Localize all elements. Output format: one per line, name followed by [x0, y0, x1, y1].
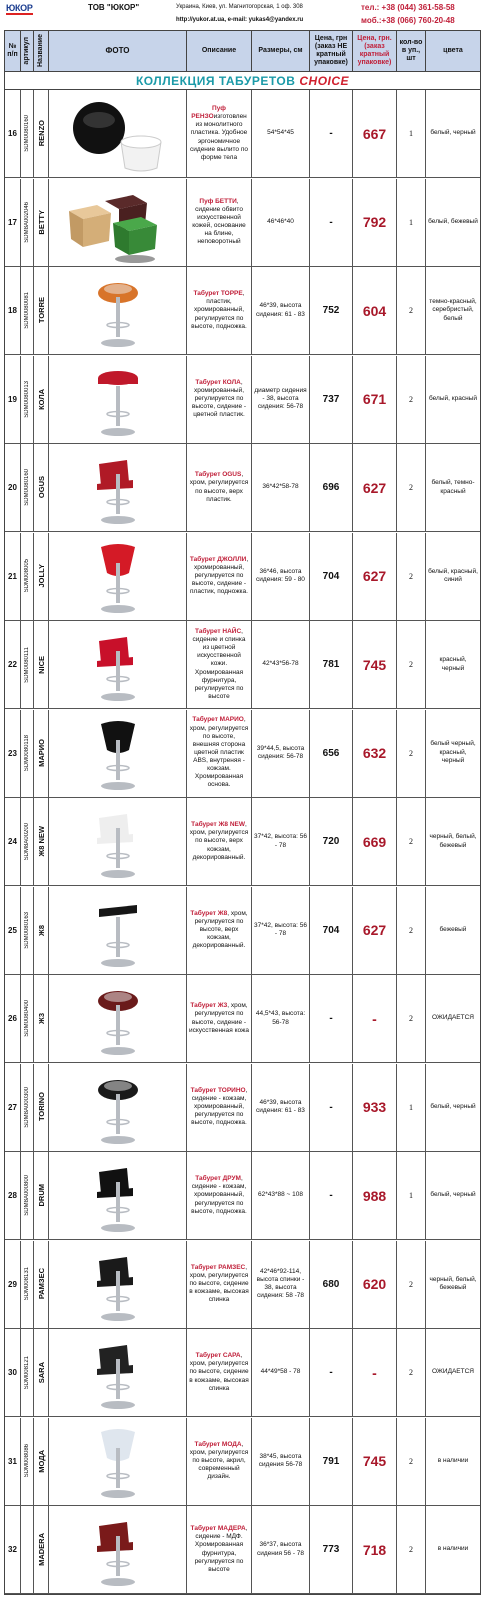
row-photo — [49, 1241, 187, 1328]
row-name: Ж8 — [36, 924, 46, 936]
col-size: Размеры, см — [252, 31, 310, 71]
row-title: Табурет OGUS — [194, 471, 242, 479]
row-colors: ОЖИДАЕТСЯ — [431, 1014, 475, 1022]
row-colors: белый, черный — [430, 1191, 476, 1199]
table-row — [5, 356, 480, 444]
row-description: Пуф РЕНЗОизготовлен из монолитного пластика. Удобное эргономичное сидение вылито по форме тела — [187, 90, 252, 177]
row-price-retail: - — [310, 1152, 353, 1239]
row-price-wholesale: 620 — [353, 1241, 397, 1328]
row-price-retail: 773 — [310, 1506, 353, 1593]
kola-stool-icon — [49, 356, 187, 443]
mario-stool-icon — [49, 710, 187, 797]
row-pack-qty: 2 — [397, 1506, 426, 1593]
company-address: Украина, Киев, ул. Магнитогорская, 1 оф. 308 — [176, 4, 303, 10]
company-phone: тел.: +38 (044) 361-58-58 — [361, 3, 455, 12]
row-pack-qty: 2 — [397, 887, 426, 974]
row-name-cell — [34, 1152, 49, 1239]
row-description: Табурет ДЖОЛЛИ, хромированный, регулируется по высоте, сидение - пластик, подножка. — [187, 533, 252, 620]
col-num: № п/п — [5, 31, 21, 71]
row-price-retail: 704 — [310, 533, 353, 620]
table-row — [5, 1418, 480, 1506]
row-article-cell — [21, 1506, 34, 1593]
row-pack-qty: 2 — [397, 356, 426, 443]
row-colors: в наличии — [437, 1545, 469, 1553]
page-header — [0, 0, 485, 30]
row-article: SDM0080111 — [24, 646, 30, 683]
row-name: TORINO — [36, 1092, 46, 1122]
moda-stool-icon — [49, 1418, 187, 1505]
row-price-retail: 656 — [310, 710, 353, 797]
row-colors: белый, красный, синий — [428, 567, 478, 583]
row-description: Табурет МАДЕРА, сидение - МДФ. Хромированная фурнитура, регулируется по высоте — [187, 1506, 252, 1593]
row-price-retail: - — [310, 90, 353, 177]
row-number: 22 — [5, 621, 21, 708]
row-name-cell — [34, 1506, 49, 1593]
table-row — [5, 798, 480, 886]
row-description: Табурет КОЛА, хромированный, регулируется по высоте, сидение - цветной пластик. — [187, 356, 252, 443]
product-table — [4, 89, 481, 1595]
row-price-wholesale: 718 — [353, 1506, 397, 1593]
row-article: SDM8A002046 — [24, 201, 30, 243]
row-name-cell — [34, 1241, 49, 1328]
row-price-wholesale: 933 — [353, 1064, 397, 1151]
col-desc: Описание — [187, 31, 252, 71]
row-number: 27 — [5, 1064, 21, 1151]
torre-stool-icon — [49, 267, 187, 354]
zh8-new-stool-icon — [49, 798, 187, 885]
row-article-cell — [21, 267, 34, 354]
row-pack-qty: 2 — [397, 1241, 426, 1328]
row-price-retail: 696 — [310, 444, 353, 531]
row-name-cell — [34, 90, 49, 177]
row-size: 44,5*43, высота: 56-78 — [252, 975, 310, 1062]
row-description: Табурет Ж8, хром, регулируется по высоте, верх кожзам, декорированный. — [187, 887, 252, 974]
row-name-cell — [34, 798, 49, 885]
row-photo — [49, 90, 187, 177]
row-title: Табурет ТОРИНО — [190, 1086, 246, 1094]
renzo-pouf-icon — [49, 90, 187, 177]
table-row — [5, 1241, 480, 1329]
col-colors: цвета — [443, 46, 463, 54]
row-title: Табурет ДЖОЛЛИ — [189, 555, 247, 563]
row-pack-qty: 2 — [397, 710, 426, 797]
row-size: 42*46*92-114, высота спинки - 38, высота сидения: 58 -78 — [252, 1241, 310, 1328]
row-size: 39*44,5, высота сидения: 56-78 — [252, 710, 310, 797]
row-price-wholesale: 632 — [353, 710, 397, 797]
madera-stool-icon — [49, 1506, 187, 1593]
row-name: NICE — [36, 655, 46, 674]
row-article-cell — [21, 1329, 34, 1416]
row-photo — [49, 887, 187, 974]
row-pack-qty: 2 — [397, 975, 426, 1062]
row-description: Пуф БЕТТИ, сидение обвито искусственной кожей, основание на блине, неповоротный — [187, 179, 252, 266]
row-number: 17 — [5, 179, 21, 266]
row-number: 29 — [5, 1241, 21, 1328]
row-price-wholesale: 988 — [353, 1152, 397, 1239]
row-number: 32 — [5, 1506, 21, 1593]
row-pack-qty: 2 — [397, 267, 426, 354]
col-article: артикул — [21, 31, 34, 71]
row-article-cell — [21, 1241, 34, 1328]
row-size: 42*43*56-78 — [252, 621, 310, 708]
row-article: SDM008005 — [24, 559, 30, 593]
row-price-wholesale: 745 — [353, 621, 397, 708]
row-name-cell — [34, 887, 49, 974]
col-price2: Цена, грн. (заказ кратный упаковке) — [353, 31, 397, 71]
table-row — [5, 1152, 480, 1240]
row-photo — [49, 267, 187, 354]
row-colors: белый, темно-красный — [431, 479, 475, 495]
row-name-cell — [34, 356, 49, 443]
row-price-retail: 791 — [310, 1418, 353, 1505]
row-article: SDM0080118 — [24, 734, 30, 772]
row-colors: белый, красный — [429, 394, 477, 402]
row-title: Пуф РЕНЗО — [191, 105, 226, 121]
row-pack-qty: 2 — [397, 533, 426, 620]
table-row — [5, 1329, 480, 1417]
col-photo: ФОТО — [49, 31, 187, 71]
row-number: 16 — [5, 90, 21, 177]
row-number: 28 — [5, 1152, 21, 1239]
table-row — [5, 179, 480, 267]
row-title: Табурет МАДЕРА — [190, 1525, 246, 1533]
row-name-cell — [34, 1329, 49, 1416]
row-article-cell — [21, 710, 34, 797]
row-article: SDM0080160 — [24, 115, 30, 152]
row-price-wholesale: - — [353, 975, 397, 1062]
row-colors: белый, черный — [430, 1102, 476, 1110]
row-title: Табурет ТОРРЕ — [193, 290, 243, 298]
row-colors: белый черный, красный, черный — [430, 740, 476, 765]
row-title: Табурет ДРУМ — [195, 1175, 241, 1183]
row-photo — [49, 1418, 187, 1505]
row-article: SDM8A000300 — [24, 1086, 30, 1128]
row-photo — [49, 444, 187, 531]
row-title: Табурет МОДА — [194, 1440, 242, 1448]
row-name: Ж8 NEW — [36, 826, 46, 857]
ramzes-stool-icon — [49, 1241, 187, 1328]
row-article-cell — [21, 1064, 34, 1151]
row-price-wholesale: 604 — [353, 267, 397, 354]
row-description: Табурет ТОРИНО, сидение - кожзам, хромированный, регулируется по высоте, подножка. — [187, 1064, 252, 1151]
row-title: Табурет САРА — [195, 1352, 241, 1360]
row-name: МАРИО — [36, 739, 46, 767]
row-title: Табурет НАЙС — [195, 627, 242, 635]
row-price-retail: 680 — [310, 1241, 353, 1328]
row-name: RENZO — [36, 120, 46, 147]
row-name: MADERA — [36, 1533, 46, 1566]
company-logo: ЮКОР — [6, 3, 33, 13]
row-pack-qty: 2 — [397, 798, 426, 885]
col-price1: Цена, грн (заказ НЕ кратный упаковке) — [310, 31, 353, 71]
row-title: Табурет РАМЗЕС — [190, 1263, 246, 1271]
row-title: Табурет Ж8 NEW — [191, 821, 246, 829]
row-price-wholesale: - — [353, 1329, 397, 1416]
collection-brand: CHOICE — [299, 73, 350, 88]
row-name-cell — [34, 1418, 49, 1505]
collection-title: КОЛЛЕКЦИЯ ТАБУРЕТОВ CHOICE — [4, 72, 481, 89]
row-article-cell — [21, 621, 34, 708]
row-title: Табурет КОЛА — [195, 378, 241, 386]
row-price-wholesale: 627 — [353, 533, 397, 620]
row-number: 30 — [5, 1329, 21, 1416]
row-article-cell — [21, 444, 34, 531]
row-name: SARA — [36, 1361, 46, 1384]
row-price-wholesale: 667 — [353, 90, 397, 177]
sara-stool-icon — [49, 1329, 187, 1416]
ogus-stool-icon — [49, 444, 187, 531]
row-article: SDM0080400 — [24, 1000, 30, 1037]
row-colors: белый, бежевый — [428, 217, 478, 225]
row-description: Табурет НАЙС, сидение и спинка из цветной искусственной кожи. Хромированная фурнитура, регулируется по высоте — [187, 621, 252, 708]
row-article-cell — [21, 1418, 34, 1505]
row-price-retail: 720 — [310, 798, 353, 885]
table-row — [5, 621, 480, 709]
zh3-stool-icon — [49, 975, 187, 1062]
row-colors: белый, черный — [430, 129, 476, 137]
row-description: Табурет РАМЗЕС, хром, регулируется по высоте, сидение в кожзаме, высокая спинка — [187, 1241, 252, 1328]
row-name-cell — [34, 710, 49, 797]
row-description: Табурет OGUS, хром, регулируется по высоте, верх пластик. — [187, 444, 252, 531]
row-name-cell — [34, 444, 49, 531]
row-photo — [49, 1064, 187, 1151]
table-row — [5, 533, 480, 621]
row-number: 18 — [5, 267, 21, 354]
col-name: Название — [34, 31, 49, 71]
row-colors: красный, черный — [439, 656, 467, 672]
table-header — [4, 30, 481, 72]
row-price-wholesale: 671 — [353, 356, 397, 443]
row-photo — [49, 621, 187, 708]
row-article: SDM8A000800 — [24, 1175, 30, 1216]
table-row — [5, 267, 480, 355]
jolly-stool-icon — [49, 533, 187, 620]
row-photo — [49, 533, 187, 620]
row-size: 36*37, высота сидения 56 - 78 — [252, 1506, 310, 1593]
row-pack-qty: 1 — [397, 179, 426, 266]
row-article: SDM8A00200 — [24, 822, 30, 861]
row-price-retail: 704 — [310, 887, 353, 974]
row-photo — [49, 179, 187, 266]
row-photo — [49, 1506, 187, 1593]
row-pack-qty: 2 — [397, 444, 426, 531]
row-number: 19 — [5, 356, 21, 443]
table-row — [5, 975, 480, 1063]
row-photo — [49, 798, 187, 885]
row-name-cell — [34, 533, 49, 620]
row-price-wholesale: 792 — [353, 179, 397, 266]
row-title: Табурет МАРИО — [192, 716, 244, 724]
row-name: МОДА — [36, 1449, 46, 1473]
row-photo — [49, 356, 187, 443]
row-article-cell — [21, 179, 34, 266]
row-article-cell — [21, 533, 34, 620]
row-article-cell — [21, 975, 34, 1062]
row-price-wholesale: 627 — [353, 444, 397, 531]
row-pack-qty: 2 — [397, 621, 426, 708]
table-row — [5, 444, 480, 532]
row-description: Табурет ДРУМ, сидение - кожзам, хромированный, регулируется по высоте, подножка. — [187, 1152, 252, 1239]
row-price-retail: - — [310, 1064, 353, 1151]
company-name: ТОВ "ЮКОР" — [88, 3, 140, 12]
row-price-retail: - — [310, 179, 353, 266]
row-photo — [49, 710, 187, 797]
table-row — [5, 710, 480, 798]
row-size: 54*54*45 — [252, 90, 310, 177]
row-price-wholesale: 669 — [353, 798, 397, 885]
row-price-retail: 752 — [310, 267, 353, 354]
row-size: 46*39, высота сидения: 61 - 83 — [252, 1064, 310, 1151]
table-row — [5, 1064, 480, 1152]
row-name: OGUS — [36, 476, 46, 499]
betty-pouf-icon — [49, 179, 187, 266]
row-size: 44*49*58 - 78 — [252, 1329, 310, 1416]
row-size: 46*39, высота сидения: 61 - 83 — [252, 267, 310, 354]
row-name: РАМЗЕС — [36, 1268, 46, 1300]
table-row — [5, 90, 480, 178]
row-title: Табурет Ж3 — [190, 1002, 228, 1010]
row-size: 36*42*58-78 — [252, 444, 310, 531]
row-description: Табурет Ж3, хром, регулируется по высоте, сидение - искусственная кожа — [187, 975, 252, 1062]
row-size: 37*42, высота: 56 - 78 — [252, 887, 310, 974]
row-colors: темно-красный, серебристый, белый — [429, 297, 477, 322]
row-description: Табурет ТОРРЕ, пластик, хромированный, регулируется по высоте, подножка. — [187, 267, 252, 354]
row-price-wholesale: 627 — [353, 887, 397, 974]
row-colors: черный, белый, бежевый — [429, 1275, 477, 1291]
row-name-cell — [34, 975, 49, 1062]
row-article: SDM008086 — [24, 1444, 30, 1478]
row-size: диаметр сидения - 38, высота сидения: 56-78 — [252, 356, 310, 443]
row-colors: ОЖИДАЕТСЯ — [431, 1368, 475, 1376]
row-size: 46*46*40 — [252, 179, 310, 266]
row-name: TORRE — [36, 297, 46, 324]
row-size: 36*46, высота сидения: 59 - 80 — [252, 533, 310, 620]
row-article: SDM0080081 — [24, 292, 30, 329]
company-web: http://yukor.at.ua, e-mail: yukas4@yandex.ru — [176, 17, 304, 23]
row-name: КОЛА — [36, 388, 46, 410]
row-colors: в наличии — [437, 1456, 469, 1464]
row-pack-qty: 1 — [397, 1064, 426, 1151]
row-description: Табурет МАРИО, хром, регулируется по высоте, внешняя сторона цветной пластик ABS, внутреняя - кожзам. Хромированная основа. — [187, 710, 252, 797]
row-article-cell — [21, 887, 34, 974]
row-name: DRUM — [36, 1184, 46, 1207]
row-number: 25 — [5, 887, 21, 974]
row-article: SDM0080160 — [24, 469, 30, 506]
row-size: 62*43*88 ~ 108 — [252, 1152, 310, 1239]
nice-stool-icon — [49, 621, 187, 708]
row-photo — [49, 1152, 187, 1239]
table-row — [5, 1506, 480, 1594]
row-pack-qty: 1 — [397, 90, 426, 177]
row-article: SDM008121 — [24, 1355, 30, 1390]
row-pack-qty: 1 — [397, 1152, 426, 1239]
row-title: Табурет Ж8 — [190, 909, 228, 917]
row-pack-qty: 2 — [397, 1418, 426, 1505]
row-number: 24 — [5, 798, 21, 885]
row-price-retail: 781 — [310, 621, 353, 708]
row-name-cell — [34, 267, 49, 354]
row-description: Табурет Ж8 NEW, хром, регулируется по высоте, верх кожзам, декорированный. — [187, 798, 252, 885]
col-qty: кол-во в уп., шт — [397, 31, 426, 71]
row-number: 23 — [5, 710, 21, 797]
row-description: Табурет САРА, хром, регулируется по высоте, сидение в кожзаме, высокая спинка — [187, 1329, 252, 1416]
row-pack-qty: 2 — [397, 1329, 426, 1416]
drum-stool-icon — [49, 1152, 187, 1239]
row-article-cell — [21, 1152, 34, 1239]
row-name: JOLLY — [36, 564, 46, 588]
row-price-wholesale: 745 — [353, 1418, 397, 1505]
row-size: 37*42, высота: 56 - 78 — [252, 798, 310, 885]
row-article: SDM0080163 — [24, 911, 30, 949]
row-size: 38*45, высота сидения 56-78 — [252, 1418, 310, 1505]
row-name-cell — [34, 1064, 49, 1151]
row-article-cell — [21, 798, 34, 885]
torino-stool-icon — [49, 1064, 187, 1151]
row-colors: бежевый — [439, 925, 467, 933]
row-photo — [49, 975, 187, 1062]
row-description: Табурет МОДА, хром, регулируется по высоте, акрил, современный дизайн. — [187, 1418, 252, 1505]
row-price-retail: - — [310, 975, 353, 1062]
row-photo — [49, 1329, 187, 1416]
row-number: 21 — [5, 533, 21, 620]
row-name-cell — [34, 179, 49, 266]
zh8-stool-icon — [49, 887, 187, 974]
row-title: Пуф БЕТТИ — [199, 197, 237, 205]
row-name: Ж3 — [36, 1013, 46, 1024]
row-number: 20 — [5, 444, 21, 531]
row-colors: черный, белый, бежевый — [429, 833, 477, 849]
row-price-retail: - — [310, 1329, 353, 1416]
row-article: SDM0080013 — [24, 380, 30, 418]
row-name-cell — [34, 621, 49, 708]
row-name: BETTY — [36, 209, 46, 235]
row-article: SDM008131 — [24, 1267, 30, 1301]
row-article-cell — [21, 356, 34, 443]
row-number: 26 — [5, 975, 21, 1062]
row-number: 31 — [5, 1418, 21, 1505]
row-price-retail: 737 — [310, 356, 353, 443]
table-row — [5, 887, 480, 975]
row-article-cell — [21, 90, 34, 177]
company-mobile: моб.:+38 (066) 760-20-48 — [361, 16, 455, 25]
